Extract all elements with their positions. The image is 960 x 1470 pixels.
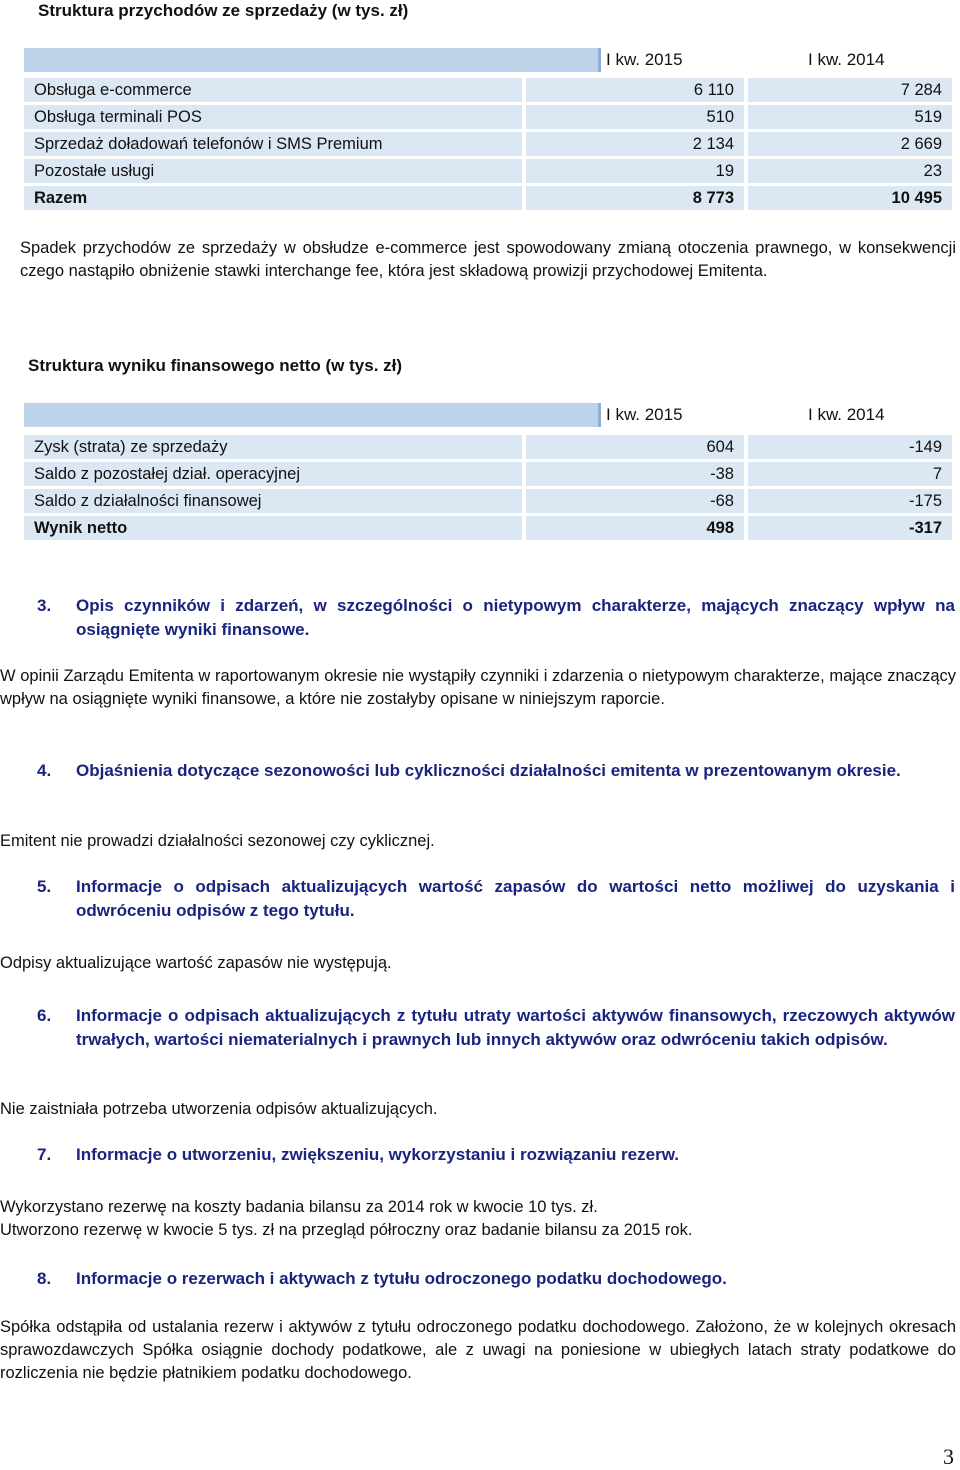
section-title: Informacje o rezerwach i aktywach z tytułu odroczonego podatku dochodowego. <box>76 1269 727 1288</box>
column-header: I kw. 2014 <box>808 405 885 424</box>
section-5-heading <box>37 875 955 923</box>
table-row-total <box>24 516 952 540</box>
table-row <box>24 435 952 459</box>
row-label: Obsługa e-commerce <box>24 78 522 102</box>
value-2014: 10 495 <box>748 186 952 210</box>
section-4-heading <box>37 759 955 807</box>
value-2015: 6 110 <box>526 78 744 102</box>
section-3-body: W opinii Zarządu Emitenta w raportowanym okresie nie wystąpiły czynniki i zdarzenia o nietypowym charakterze, mające znaczący wpływ na osiągnięte wyniki finansowe, a które nie zostałyby opisane w niniejszym raporcie. <box>0 667 956 708</box>
section-title: Objaśnienia dotyczące sezonowości lub cykliczności działalności emitenta w prezentowanym okresie. <box>76 761 901 780</box>
row-label: Razem <box>24 186 522 210</box>
table-row <box>24 489 952 513</box>
revenue-note: Spadek przychodów ze sprzedaży w obsłudze e-commerce jest spowodowany zmianą otoczenia prawnego, w konsekwencji czego nastąpiło obniżenie stawki interchange fee, która jest składową prowizji przychodowej Emitenta. <box>20 239 956 280</box>
table-row <box>24 159 952 183</box>
section-number: 4. <box>37 761 52 780</box>
table-row <box>24 462 952 486</box>
section-number: 5. <box>37 877 52 896</box>
section-8-heading <box>37 1267 955 1291</box>
result-table <box>24 403 952 543</box>
revenue-table <box>24 48 952 214</box>
table-row <box>24 132 952 156</box>
revenue-title: Struktura przychodów ze sprzedaży (w tys. zł) <box>38 1 409 20</box>
value-2015: 510 <box>526 105 744 129</box>
section-5-body: Odpisy aktualizujące wartość zapasów nie występują. <box>0 954 392 972</box>
value-2015: 498 <box>526 516 744 540</box>
row-label: Wynik netto <box>24 516 522 540</box>
section-number: 8. <box>37 1269 52 1288</box>
section-title: Informacje o odpisach aktualizujących z tytułu utraty wartości aktywów finansowych, rzeczowych aktywów trwałych, wartości niematerialnych i prawnych lub innych aktywów oraz odwróceniu takich odpisów. <box>76 1006 955 1049</box>
table-row-total <box>24 186 952 210</box>
section-3-heading <box>37 594 955 642</box>
table-header-bar <box>24 48 601 72</box>
table-header-bar <box>24 403 601 427</box>
section-number: 7. <box>37 1145 52 1164</box>
section-title: Opis czynników i zdarzeń, w szczególności o nietypowym charakterze, mających znaczący wpływ na osiągnięte wyniki finansowe. <box>76 596 955 639</box>
table-row <box>24 78 952 102</box>
value-2015: 2 134 <box>526 132 744 156</box>
section-7-body-line-1: Wykorzystano rezerwę na koszty badania bilansu za 2014 rok w kwocie 10 tys. zł. <box>0 1198 598 1216</box>
value-2014: 23 <box>748 159 952 183</box>
result-title: Struktura wyniku finansowego netto (w tys. zł) <box>28 356 403 375</box>
section-number: 6. <box>37 1006 52 1025</box>
section-title: Informacje o utworzeniu, zwiększeniu, wykorzystaniu i rozwiązaniu rezerw. <box>76 1145 680 1164</box>
section-title: Informacje o odpisach aktualizujących wartość zapasów do wartości netto możliwej do uzyskania i odwróceniu odpisów z tego tytułu. <box>76 877 955 920</box>
section-7-heading <box>37 1143 955 1167</box>
value-2015: -68 <box>526 489 744 513</box>
row-label: Saldo z działalności finansowej <box>24 489 522 513</box>
section-6-heading <box>37 1004 955 1076</box>
value-2014: -149 <box>748 435 952 459</box>
section-4-body: Emitent nie prowadzi działalności sezonowej czy cyklicznej. <box>0 832 435 850</box>
section-number: 3. <box>37 596 52 615</box>
column-header: I kw. 2015 <box>606 50 683 69</box>
value-2015: -38 <box>526 462 744 486</box>
value-2015: 8 773 <box>526 186 744 210</box>
table-row <box>24 105 952 129</box>
column-header: I kw. 2015 <box>606 405 683 424</box>
section-7-body-line-2: Utworzono rezerwę w kwocie 5 tys. zł na przegląd półroczny oraz badanie bilansu za 2015 rok. <box>0 1221 693 1239</box>
value-2015: 19 <box>526 159 744 183</box>
section-6-body: Nie zaistniała potrzeba utworzenia odpisów aktualizujących. <box>0 1100 438 1118</box>
value-2014: 519 <box>748 105 952 129</box>
value-2014: -317 <box>748 516 952 540</box>
row-label: Obsługa terminali POS <box>24 105 522 129</box>
row-label: Sprzedaż doładowań telefonów i SMS Premium <box>24 132 522 156</box>
page-number: 3 <box>943 1444 954 1469</box>
value-2014: 7 284 <box>748 78 952 102</box>
value-2014: -175 <box>748 489 952 513</box>
row-label: Pozostałe usługi <box>24 159 522 183</box>
section-8-body: Spółka odstąpiła od ustalania rezerw i aktywów z tytułu odroczonego podatku dochodowego. Założono, że w kolejnych okresach sprawozdawczych Spółka osiągnie dochody podatkowe, ale z uwagi na poniesione w ubiegłych latach straty podatkowe do rozliczenia nie będzie płatnikiem podatku dochodowego. <box>0 1318 956 1382</box>
column-header: I kw. 2014 <box>808 50 885 69</box>
value-2015: 604 <box>526 435 744 459</box>
value-2014: 2 669 <box>748 132 952 156</box>
row-label: Zysk (strata) ze sprzedaży <box>24 435 522 459</box>
value-2014: 7 <box>748 462 952 486</box>
row-label: Saldo z pozostałej dział. operacyjnej <box>24 462 522 486</box>
